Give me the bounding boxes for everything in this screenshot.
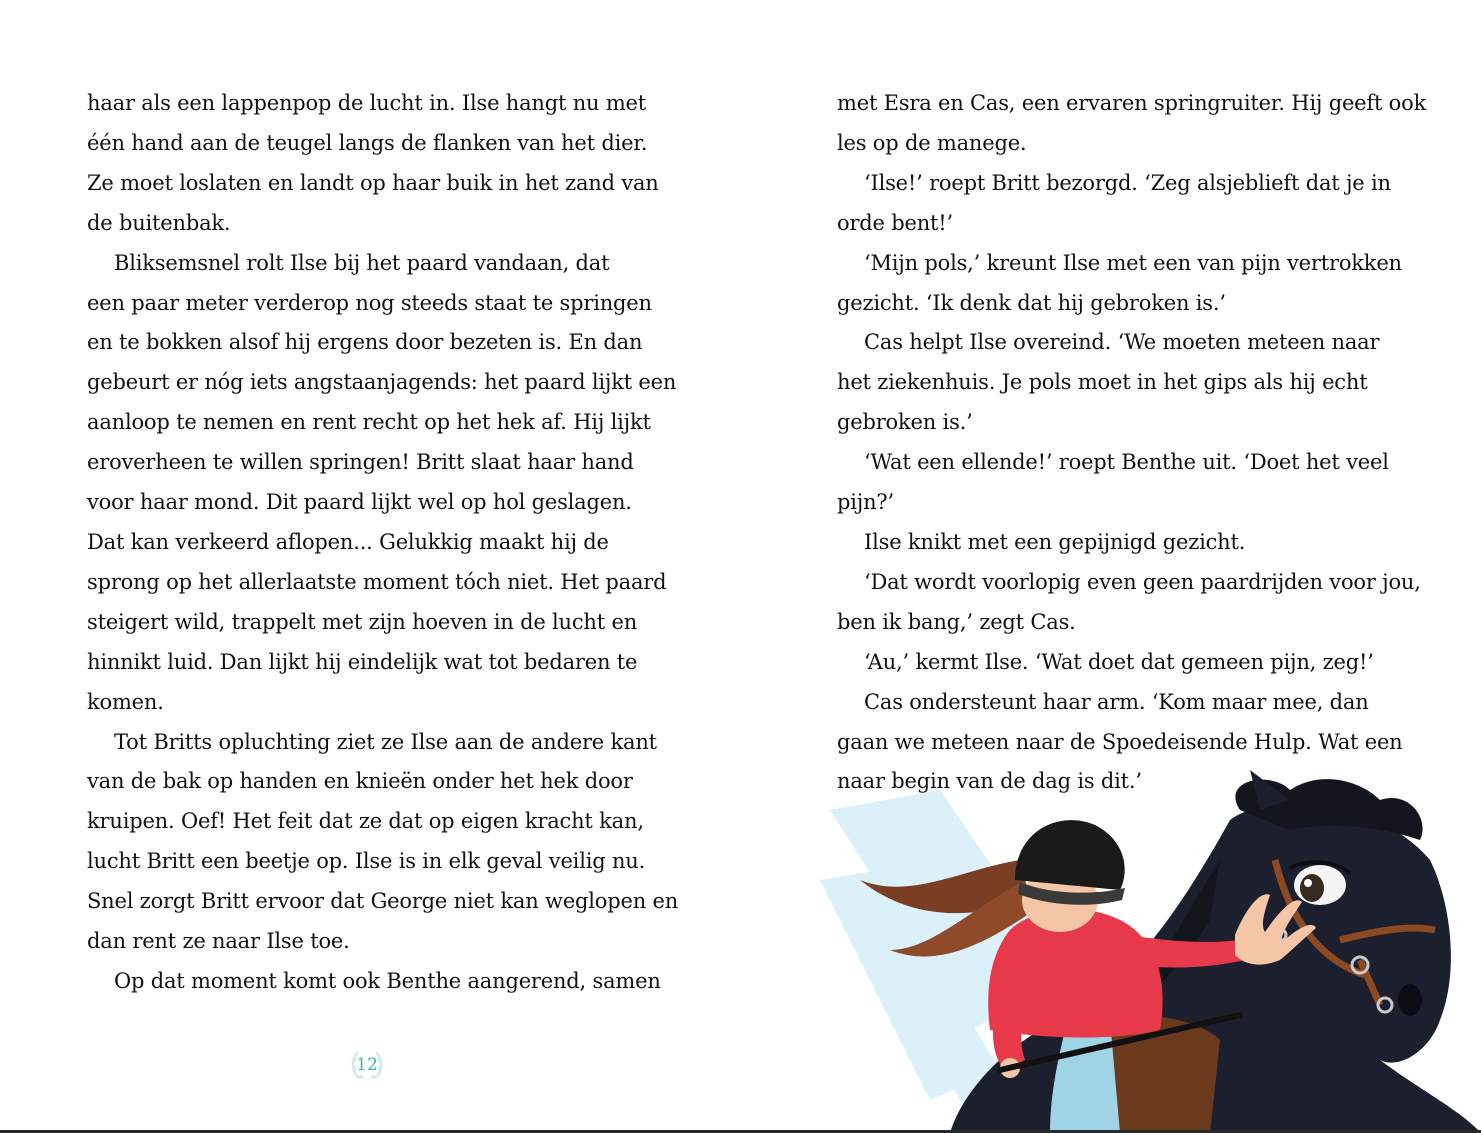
text-line: kruipen. Oef! Het feit dat ze dat op eigen kracht kan,: [87, 809, 644, 834]
text-line: Cas helpt Ilse overeind. ‘We moeten meteen naar: [864, 330, 1380, 355]
text-line: van de bak op handen en knieën onder het hek door: [87, 769, 633, 794]
text-line: ‘Ilse!’ roept Britt bezorgd. ‘Zeg alsjeblieft dat je in: [864, 170, 1391, 195]
horse-rider-illustration: [820, 770, 1481, 1133]
text-line: het ziekenhuis. Je pols moet in het gips als hij echt: [837, 370, 1368, 395]
text-line: Ze moet loslaten en landt op haar buik in het zand van: [87, 170, 659, 195]
text-line: Cas ondersteunt haar arm. ‘Kom maar mee, dan: [864, 689, 1369, 714]
text-line: sprong op het allerlaatste moment tóch niet. Het paard: [87, 569, 667, 594]
text-line: orde bent!’: [837, 210, 953, 235]
text-line: één hand aan de teugel langs de flanken van het dier.: [87, 130, 648, 155]
text-line: hinnikt luid. Dan lijkt hij eindelijk wat tot bedaren te: [87, 649, 638, 674]
text-line: ‘Mijn pols,’ kreunt Ilse met een van pijn vertrokken: [864, 250, 1402, 275]
text-line: steigert wild, trappelt met zijn hoeven in de lucht en: [87, 609, 638, 634]
text-line: Snel zorgt Britt ervoor dat George niet kan weglopen en: [87, 889, 679, 914]
text-line: ben ik bang,’ zegt Cas.: [837, 609, 1076, 634]
text-line: ‘Wat een ellende!’ roept Benthe uit. ‘Doet het veel: [864, 450, 1389, 475]
text-line: Dat kan verkeerd aflopen... Gelukkig maakt hij de: [87, 529, 609, 554]
text-line: de buitenbak.: [87, 210, 231, 235]
text-line: en te bokken alsof hij ergens door bezeten is. En dan: [87, 330, 643, 355]
text-line: haar als een lappenpop de lucht in. Ilse hangt nu met: [87, 91, 647, 115]
right-text-column: [837, 84, 1427, 802]
text-line: les op de manege.: [837, 130, 1027, 155]
text-line: eroverheen te willen springen! Britt slaat haar hand: [87, 450, 634, 475]
text-line: met Esra en Cas, een ervaren springruiter. Hij geeft ook: [837, 91, 1427, 115]
page-number-text: 12: [356, 1055, 378, 1075]
text-line: aanloop te nemen en rent recht op het hek af. Hij lijkt: [87, 410, 651, 435]
text-line: Bliksemsnel rolt Ilse bij het paard vandaan, dat: [114, 250, 610, 275]
text-line: komen.: [87, 689, 164, 714]
text-line: lucht Britt een beetje op. Ilse is in elk geval veilig nu.: [87, 849, 646, 874]
left-page: [0, 0, 740, 1133]
page-number: [348, 1046, 386, 1084]
text-line: naar begin van de dag is dit.’: [837, 769, 1142, 794]
text-line: Ilse knikt met een gepijnigd gezicht.: [864, 529, 1246, 554]
text-line: voor haar mond. Dit paard lijkt wel op hol geslagen.: [87, 490, 632, 515]
text-line: gebroken is.’: [837, 410, 973, 435]
text-line: gebeurt er nóg iets angstaanjagends: het paard lijkt een: [87, 370, 677, 395]
text-line: een paar meter verderop nog steeds staat te springen: [87, 290, 652, 315]
text-line: gezicht. ‘Ik denk dat hij gebroken is.’: [837, 290, 1226, 315]
left-text-column: [87, 84, 679, 1002]
text-line: ‘Dat wordt voorlopig even geen paardrijden voor jou,: [864, 569, 1421, 594]
text-line: ‘Au,’ kermt Ilse. ‘Wat doet dat gemeen pijn, zeg!’: [864, 649, 1374, 674]
text-line: dan rent ze naar Ilse toe.: [87, 929, 350, 954]
text-line: gaan we meteen naar de Spoedeisende Hulp. Wat een: [837, 729, 1403, 754]
text-line: pijn?’: [837, 490, 894, 515]
text-line: Op dat moment komt ook Benthe aangerend, samen: [114, 968, 661, 993]
text-line: Tot Britts opluchting ziet ze Ilse aan de andere kant: [114, 729, 657, 754]
